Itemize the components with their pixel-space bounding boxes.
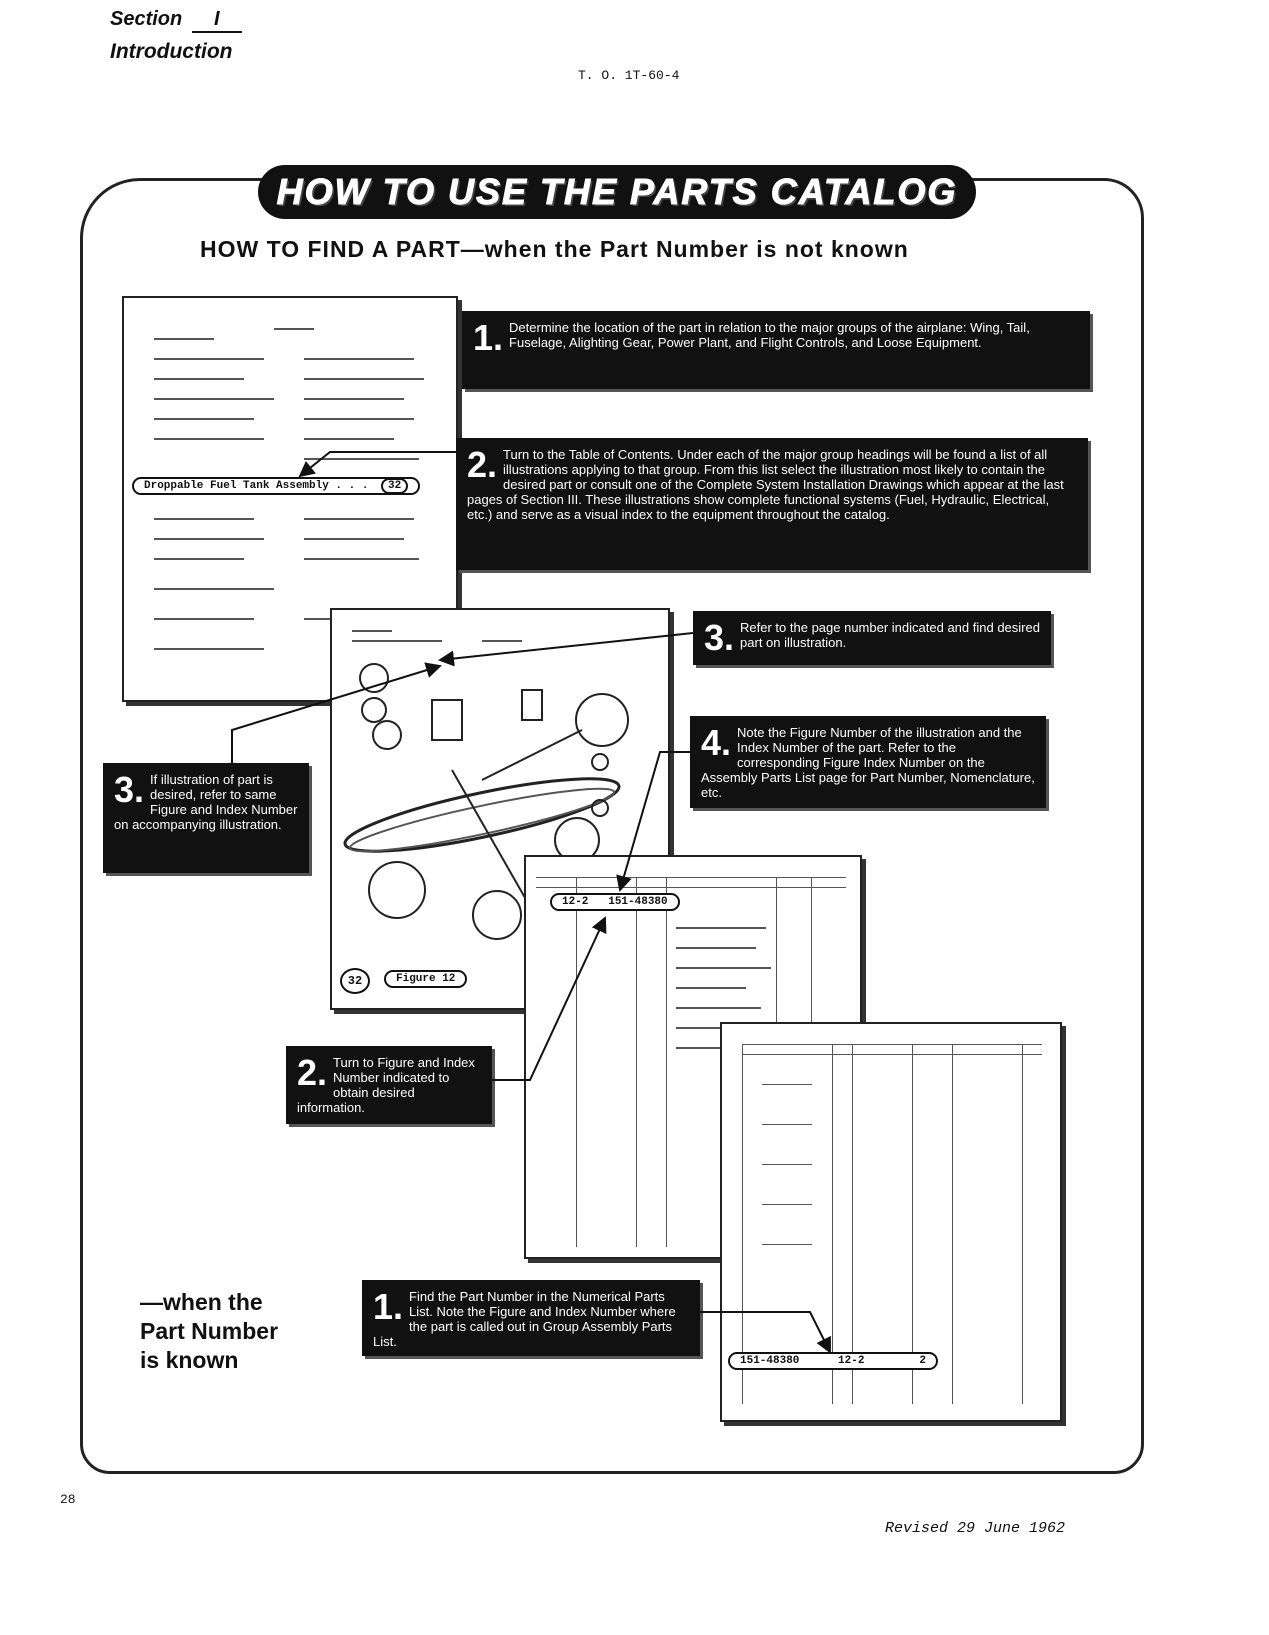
step-4-text: Note the Figure Number of the illustration and the Index Number of the part. Refer to the corresponding Figure Index Number on the Assembly Parts List page for Part Number, Nomenclature, etc.	[701, 725, 1035, 800]
step-2-text: Turn to the Table of Contents. Under each of the major group headings will be found a list of all illustrations applying to that group. From this list select the illustration most likely to contain the desired part or consult one of the Complete System Installation Drawings which appear at the last pages of Section III. These illustrations show complete functional systems (Fuel, Hydraulic, Electrical, etc.) and serve as a visual index to the equipment throughout the catalog.	[467, 447, 1064, 522]
step-3-optional-number: 3.	[114, 769, 145, 810]
known-step-1-text: Find the Part Number in the Numerical Parts List. Note the Figure and Index Number where the part is called out in Group Assembly Parts List.	[373, 1289, 676, 1349]
arrow-known-2-to-parts-list	[492, 918, 605, 1080]
numerical-quantity: 2	[919, 1355, 926, 1367]
chapter-title: Introduction	[110, 40, 233, 63]
document-number: T. O. 1T-60-4	[578, 68, 680, 83]
section-label: Section	[110, 8, 183, 30]
known-step-2-number: 2.	[297, 1052, 328, 1093]
step-1-text: Determine the location of the part in relation to the major groups of the airplane: Wing, Tail, Fuselage, Alighting Gear, Power Plant, and Flight Controls, and Loose Equipment.	[509, 320, 1030, 350]
arrow-step-4-to-parts-list	[620, 752, 690, 890]
numerical-part-number: 151-48380	[740, 1355, 800, 1367]
toc-page: 32	[381, 478, 408, 494]
step-3-optional-text: If illustration of part is desired, refer to same Figure and Index Number on accompanying illustration.	[114, 772, 298, 832]
step-3-text: Refer to the page number indicated and find desired part on illustration.	[740, 620, 1040, 650]
known-part-heading-line-3: is known	[140, 1347, 239, 1373]
page-number: 28	[60, 1492, 76, 1507]
known-step-2-text: Turn to Figure and Index Number indicated to obtain desired information.	[297, 1055, 475, 1115]
step-4-number: 4.	[701, 722, 732, 763]
toc-entry: Droppable Fuel Tank Assembly . . .	[144, 480, 369, 492]
arrow-known-1-to-numerical	[700, 1312, 830, 1352]
step-1-number: 1.	[473, 317, 504, 358]
step-3-number: 3.	[704, 617, 735, 658]
known-step-1-number: 1.	[373, 1286, 404, 1327]
figure-label: Figure 12	[384, 970, 467, 988]
parts-list-ref-figure: 12-2	[562, 896, 589, 908]
known-part-heading-line-1: —when the	[140, 1289, 263, 1315]
numerical-figure-index: 12-2	[838, 1355, 865, 1367]
arrow-step-2-to-toc	[300, 452, 456, 476]
banner-title: HOW TO USE THE PARTS CATALOG	[276, 171, 958, 212]
arrow-step-3-to-illustration	[440, 633, 693, 660]
unknown-part-subtitle: HOW TO FIND A PART—when the Part Number is not known	[200, 236, 909, 262]
step-2-number: 2.	[467, 444, 498, 485]
figure-page-number: 32	[340, 968, 370, 994]
section-number: I	[192, 8, 242, 33]
known-part-heading-line-2: Part Number	[140, 1318, 279, 1344]
revision-date: Revised 29 June 1962	[885, 1520, 1066, 1537]
parts-list-ref-part: 151-48380	[608, 896, 668, 908]
arrow-optional-to-illustration	[232, 666, 440, 763]
